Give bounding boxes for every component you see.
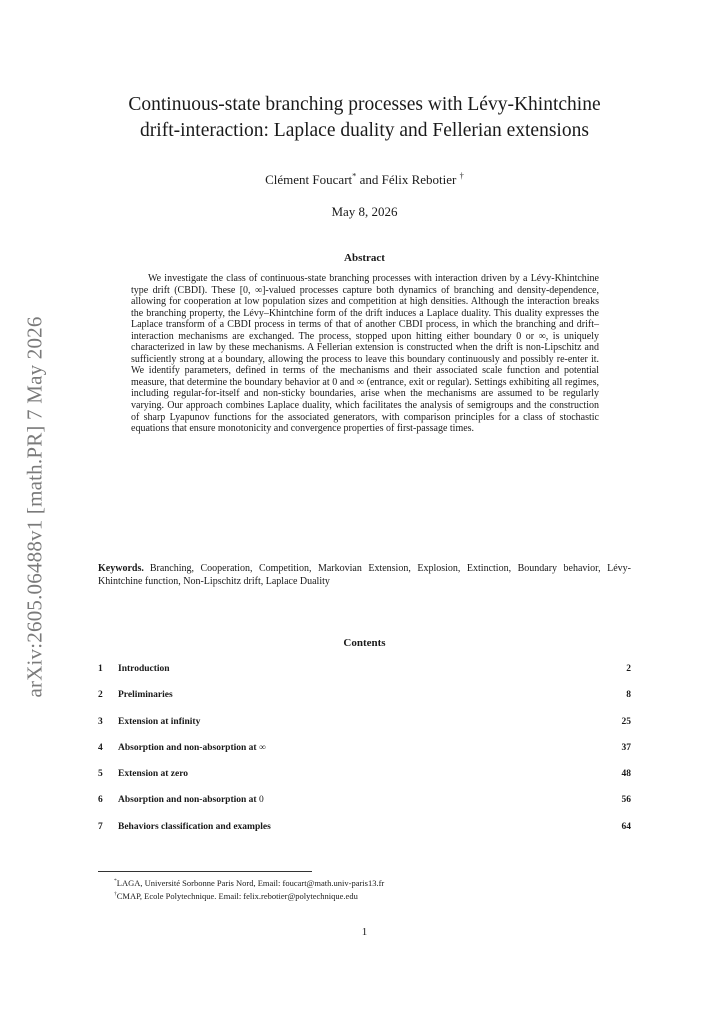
author-conjunction: and [356,172,382,187]
toc-section-number: 7 [98,821,103,832]
toc-section-title: Behaviors classification and examples [118,821,271,832]
abstract-heading: Abstract [344,252,385,264]
toc-entry[interactable] [98,743,631,769]
keywords-section [98,563,631,588]
toc-page-number: 2 [626,664,631,674]
zero-symbol: 0 [258,795,264,806]
arxiv-identifier: arXiv:2605.06488v1 [math.PR] 7 May 2026 [22,316,47,698]
page-number: 1 [361,926,368,938]
toc-entry[interactable] [98,664,631,690]
keywords-text: Branching, Cooperation, Competition, Markovian Extension, Explosion, Extinction, Boundary behavior, Lévy-Khintchine function, Non-Lipschitz drift, Laplace Duality [98,563,631,587]
toc-section-title: Introduction [118,664,170,674]
toc-entry[interactable] [98,822,631,848]
toc-entry[interactable] [98,769,631,795]
toc-page-number: 64 [621,821,631,832]
toc-section-number: 6 [98,795,103,806]
toc-page-number: 48 [621,769,631,780]
toc-page-number: 56 [621,795,631,806]
author-name: Félix Rebotier [381,172,457,187]
arxiv-sidebar-stamp [12,287,58,727]
toc-section-title: Extension at infinity [118,716,201,727]
author-list [98,172,631,188]
toc-entry[interactable] [98,717,631,743]
toc-section-number: 3 [98,716,103,727]
table-of-contents [98,664,631,848]
author-footnote-mark: † [459,170,464,181]
toc-page-number: 37 [621,742,631,753]
abstract-text: We investigate the class of continuous-state branching processes with interaction driven by a Lévy-Khintchine type drift (CBDI). These [0, ∞]-valued processes capture both dynamics of branching and density-dependence, allowing for cooperation at low population sizes and competition at high densities. Although the interaction breaks the branching property, the Lévy–Khintchine form of the drift induces a Laplace duality. This duality expresses the Laplace transform of a CBDI process in terms of that of another CBDI process, in which the branching and drift–interaction mechanisms are exchanged. The process, stopped upon hitting either boundary 0 or ∞, is uniquely characterized in law by these mechanisms. A Fellerian extension is constructed when the drift is non-Lipschitz and sufficiently strong at a boundary, allowing the process to leave this boundary continuously and possibly re-enter it. We identify parameters, defined in terms of the mechanisms and their associated scale function and potential measure, that determine the boundary behavior at 0 and ∞ (entrance, exit or regular). Settings exhibiting all regimes, including regular-for-itself and non-sticky boundaries, arise when the mechanisms are assumed to be regularly varying. Our approach combines Laplace duality, which facilitates the analysis of semigroups and the construction of sharp Lyapunov functions for the associated generators, with comparison principles for a class of stochastic equations that ensure monotonicity and convergence properties of first-passage times. [131,273,599,435]
contents-heading: Contents [343,637,386,649]
title-line-2: drift-interaction: Laplace duality and Fellerian extensions [140,120,589,141]
author-footnote-mark: * [352,170,357,181]
publication-date: May 8, 2026 [331,204,398,219]
keywords-label: Keywords. [98,563,144,574]
footnote-2: †CMAP, Ecole Polytechnique. Email: felix.rebotier@polytechnique.edu [114,890,358,901]
toc-section-title: Absorption and non-absorption at ∞ [118,742,266,753]
toc-section-title: Preliminaries [118,690,173,701]
toc-section-number: 4 [98,742,103,753]
toc-entry[interactable] [98,690,631,716]
infinity-symbol: ∞ [258,742,266,753]
toc-section-number: 5 [98,769,103,780]
toc-section-title: Absorption and non-absorption at 0 [118,795,264,806]
footnote-1: *LAGA, Université Sorbonne Paris Nord, Email: foucart@math.univ-paris13.fr [114,878,385,888]
footnote-divider [98,871,312,872]
toc-section-number: 1 [98,664,103,674]
author-name: Clément Foucart [265,172,353,187]
toc-page-number: 8 [626,690,631,701]
toc-entry[interactable] [98,795,631,821]
footnotes [114,877,384,902]
toc-page-number: 25 [621,716,631,727]
toc-section-number: 2 [98,690,103,701]
title-line-1: Continuous-state branching processes with Lévy-Khintchine [128,94,601,115]
toc-section-title: Extension at zero [118,769,189,780]
paper-title [98,92,631,144]
